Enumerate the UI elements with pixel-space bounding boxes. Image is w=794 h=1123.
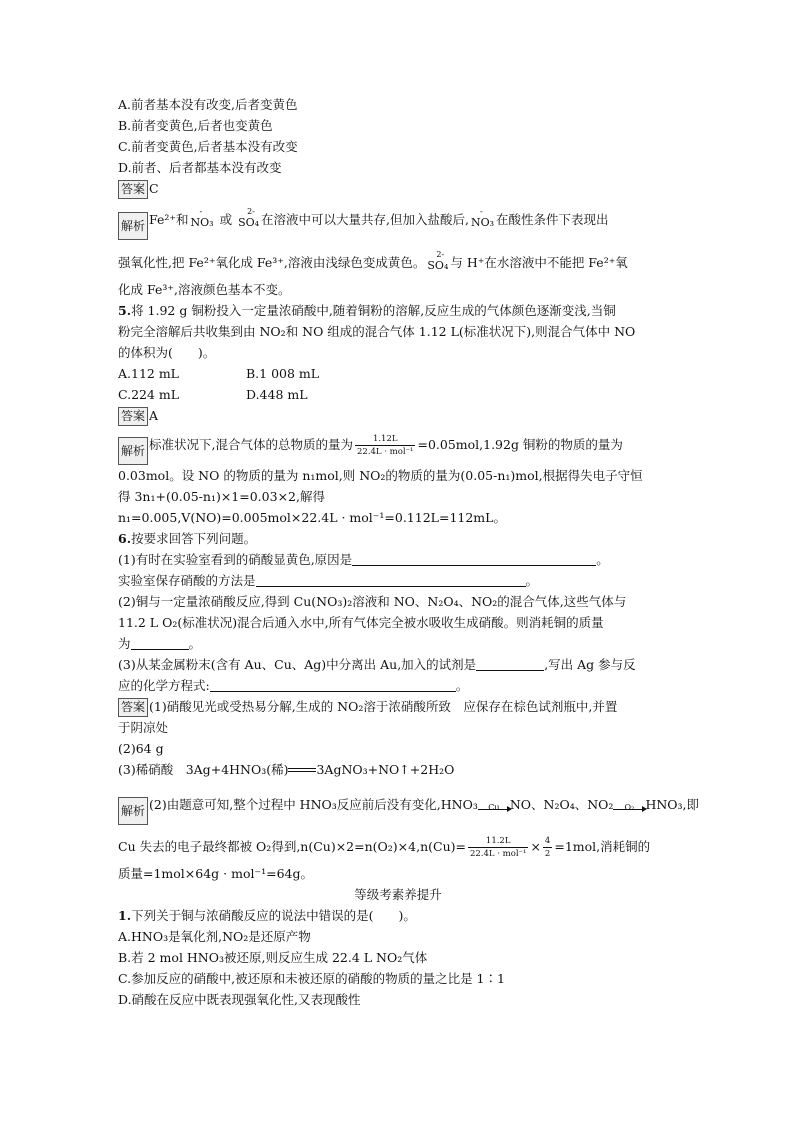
analysis-line: 质量=1mol×64g · mol⁻¹=64g。 bbox=[118, 866, 313, 881]
answer-blank[interactable] bbox=[210, 677, 456, 692]
option-d: D.前者、后者都基本没有改变 bbox=[118, 160, 282, 175]
analysis-line: 化成 Fe³⁺,溶液颜色基本不变。 bbox=[118, 282, 291, 297]
answer-label: 答案 bbox=[118, 698, 148, 717]
answer-row bbox=[118, 178, 678, 199]
question-stem: 粉完全溶解后共收集到由 NO₂和 NO 组成的混合气体 1.12 L(标准状况下),则混合气体中 NO bbox=[118, 324, 636, 339]
option-b: B.前者变黄色,后者也变黄色 bbox=[118, 118, 273, 133]
question-number: 1. bbox=[118, 908, 132, 923]
analysis-label: 解析 bbox=[118, 437, 148, 465]
answer-row bbox=[118, 405, 678, 426]
equals-arrow bbox=[288, 767, 316, 775]
analysis-label: 解析 bbox=[118, 212, 148, 240]
answer-blank[interactable] bbox=[131, 635, 189, 650]
answer-label: 答案 bbox=[118, 180, 148, 199]
sulfate-ion: SO₄ 2- bbox=[238, 207, 260, 229]
analysis-line: Cu 失去的电子最终都被 O₂得到,n(Cu)×2=n(O₂)×4,n(Cu)= $\frac{11.2L}{\text{22.4L · mol⁻¹}}$ × $\frac{4}{2}$ =1mol,消耗铜的 bbox=[118, 836, 651, 859]
question-part: (1)有时在实验室看到的硝酸显黄色,原因是 。 bbox=[118, 552, 609, 567]
question-stem: 的体积为( )。 bbox=[118, 345, 216, 360]
analysis-line: 0.03mol。设 NO 的物质的量为 n₁mol,则 NO₂的物质的量为(0.05-n₁)mol,根据得失电子守恒 bbox=[118, 468, 643, 483]
nitrate-ion: NO₃ - bbox=[190, 207, 214, 229]
option-row bbox=[118, 363, 678, 384]
question-part: 实验室保存硝酸的方法是 。 bbox=[118, 573, 539, 588]
fraction: $\frac{4}{2}$ bbox=[544, 836, 551, 859]
option-row bbox=[118, 384, 678, 405]
answer-blank[interactable] bbox=[476, 656, 544, 671]
option-a: A.HNO₃是氧化剂,NO₂是还原产物 bbox=[118, 929, 311, 944]
question-part: (2)铜与一定量浓硝酸反应,得到 Cu(NO₃)₂溶液和 NO、N₂O₄、NO₂的混合气体,这些气体与 bbox=[118, 594, 627, 609]
sulfate-ion: SO₄ 2- bbox=[427, 250, 449, 272]
nitrate-ion: NO₃ - bbox=[470, 207, 495, 229]
answer-blank[interactable] bbox=[352, 551, 596, 566]
question-part: 应的化学方程式: 。 bbox=[118, 678, 469, 693]
answer-row: 答案 (1)硝酸见光或受热易分解,生成的 NO₂溶于浓硝酸所致 应保存在棕色试剂瓶中,并置 bbox=[118, 696, 678, 717]
option-d: D.448 mL bbox=[246, 387, 308, 402]
answer-line: 于阴凉处 bbox=[118, 720, 169, 735]
reaction-arrow: Cu bbox=[478, 803, 510, 810]
option-a: A.前者基本没有改变,后者变黄色 bbox=[118, 97, 298, 112]
question-stem: 1.下列关于铜与浓硝酸反应的说法中错误的是( )。 bbox=[118, 908, 416, 923]
analysis-line: 强氧化性,把 Fe²⁺氧化成 Fe³⁺,溶液由浅绿色变成黄色。 SO₄ 2- 与 H⁺在水溶液中不能把 Fe²⁺氧 bbox=[118, 250, 678, 279]
reaction-arrow: O₂ bbox=[613, 803, 645, 810]
question-stem: 5.将 1.92 g 铜粉投入一定量浓硝酸中,随着铜粉的溶解,反应生成的气体颜色逐渐变浅,当铜 bbox=[118, 303, 616, 318]
option-a: A.112 mL bbox=[118, 366, 179, 381]
option-d: D.硝酸在反应中既表现强氧化性,又表现酸性 bbox=[118, 992, 361, 1007]
option-c: C.前者变黄色,后者基本没有改变 bbox=[118, 139, 298, 154]
question-part: 11.2 L O₂(标准状况)混合后通入水中,所有气体完全被水吸收生成硝酸。则消耗铜的质量 bbox=[118, 615, 604, 630]
question-stem: 6.按要求回答下列问题。 bbox=[118, 531, 257, 546]
fraction: $\frac{1.12L}{\text{22.4L · mol⁻¹}}$ bbox=[357, 434, 414, 457]
analysis-line: 解析 Fe²⁺和 NO₃ - 或 SO₄ 2- 在溶液中可以大量共存,但加入盐酸后, NO₃ - 在酸性条件下表现出 bbox=[118, 205, 678, 240]
answer-label: 答案 bbox=[118, 407, 148, 426]
answer-value: C bbox=[149, 181, 159, 196]
question-number: 5. bbox=[118, 303, 132, 318]
analysis-label: 解析 bbox=[118, 797, 148, 825]
fraction: $\frac{11.2L}{\text{22.4L · mol⁻¹}}$ bbox=[469, 836, 527, 859]
answer-line: (3)稀硝酸 3Ag+4HNO₃(稀) 3AgNO₃+NO↑+2H₂O bbox=[118, 762, 455, 777]
section-title: 等级考素养提升 bbox=[354, 887, 442, 902]
option-b: B.1 008 mL bbox=[246, 366, 320, 381]
option-c: C.224 mL bbox=[118, 387, 180, 402]
answer-blank[interactable] bbox=[256, 572, 526, 587]
answer-line: (2)64 g bbox=[118, 741, 164, 756]
question-part: 为 。 bbox=[118, 636, 202, 651]
document-page bbox=[118, 94, 700, 1010]
analysis-line: 解析 (2)由题意可知,整个过程中 HNO₃反应前后没有变化,HNO₃ Cu NO、N₂O₄、NO₂ O₂ HNO₃,即 bbox=[118, 790, 678, 825]
option-b: B.若 2 mol HNO₃被还原,则反应生成 22.4 L NO₂气体 bbox=[118, 950, 428, 965]
option-c: C.参加反应的硝酸中,被还原和未被还原的硝酸的物质的量之比是 1∶1 bbox=[118, 971, 505, 986]
analysis-line: n₁=0.005,V(NO)=0.005mol×22.4L · mol⁻¹=0.112L=112mL。 bbox=[118, 510, 506, 525]
question-part: (3)从某金属粉末(含有 Au、Cu、Ag)中分离出 Au,加入的试剂是 ,写出 Ag 参与反 bbox=[118, 657, 636, 672]
analysis-line: 得 3n₁+(0.05-n₁)×1=0.03×2,解得 bbox=[118, 489, 325, 504]
analysis-line: 解析 标准状况下,混合气体的总物质的量为 $\frac{1.12L}{\text{22.4L · mol⁻¹}}$ =0.05mol,1.92g 铜粉的物质的量为 bbox=[118, 430, 678, 465]
answer-value: A bbox=[149, 408, 159, 423]
question-number: 6. bbox=[118, 531, 132, 546]
